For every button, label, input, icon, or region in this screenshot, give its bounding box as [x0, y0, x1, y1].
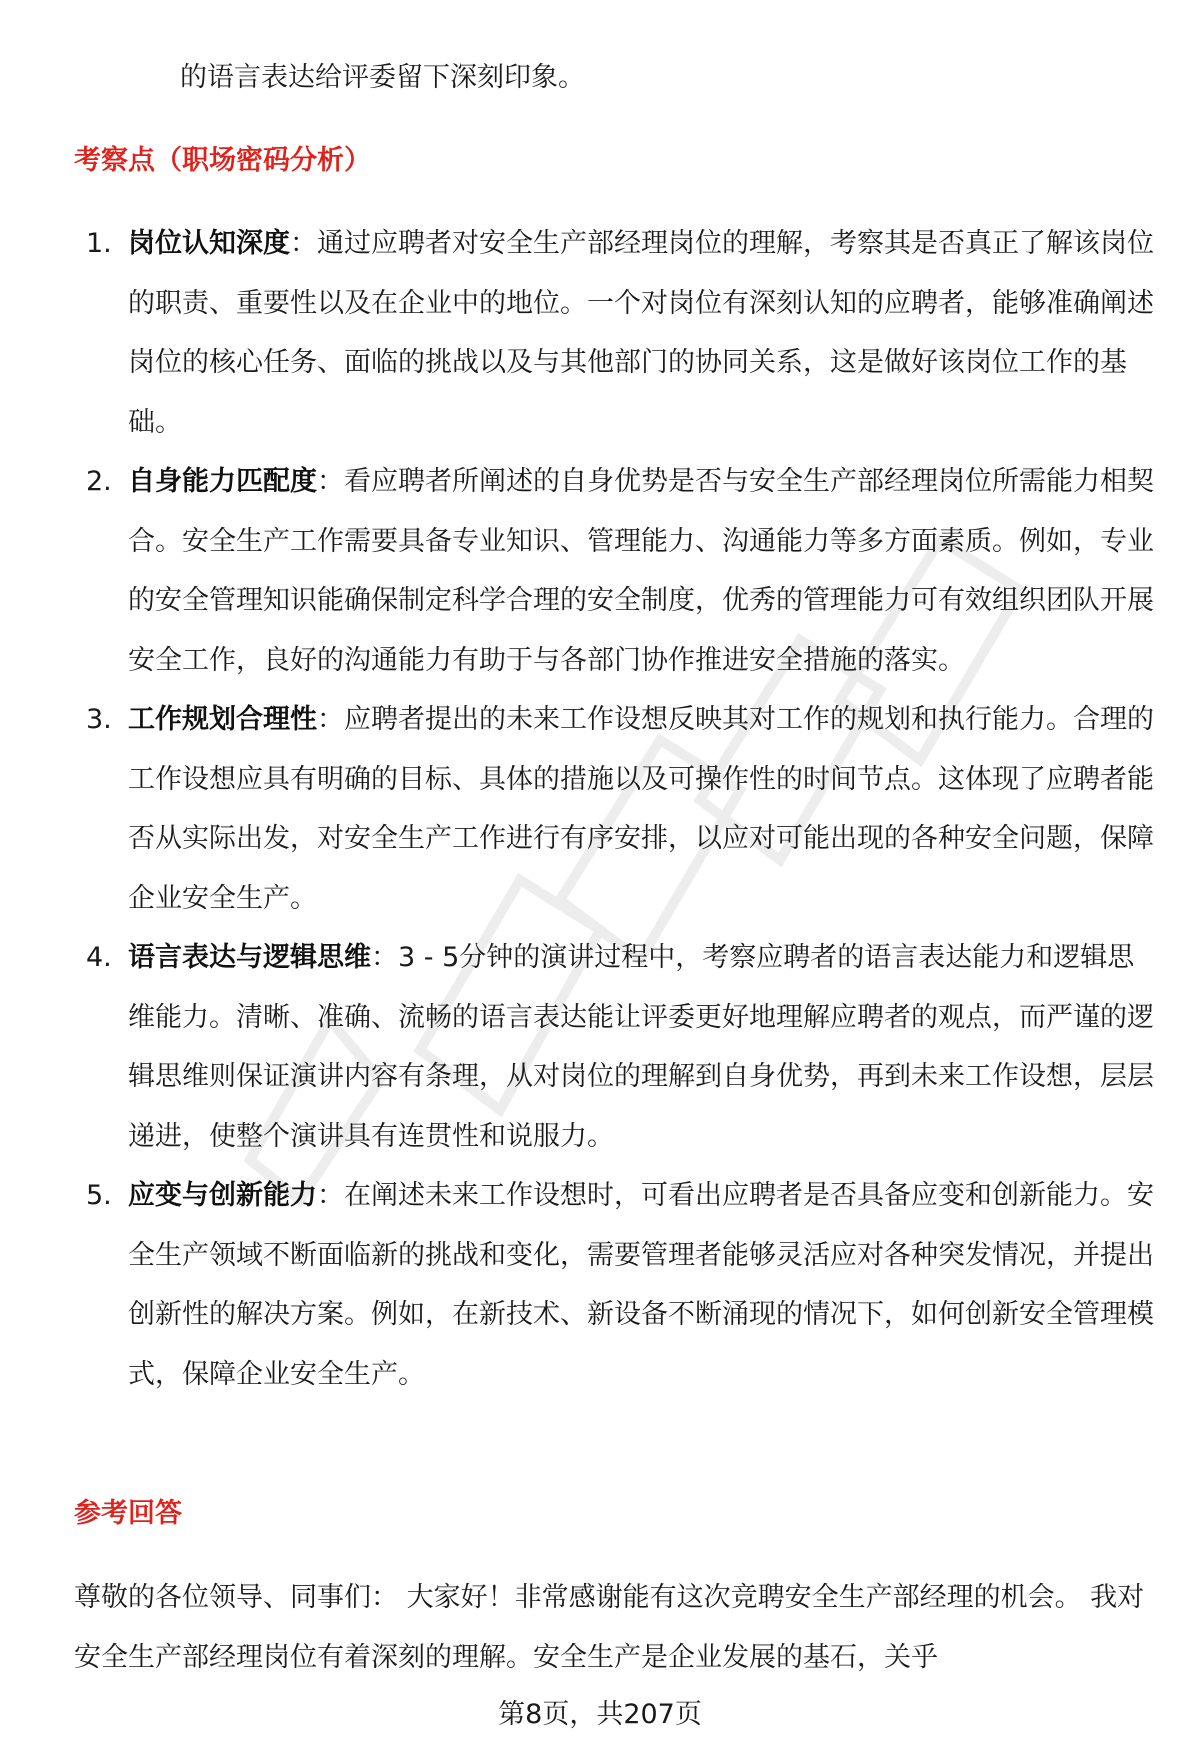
- list-item: [74, 214, 1154, 452]
- list-item-separator: ：: [317, 1180, 344, 1211]
- page-number-footer: 第8页，共207页: [498, 1699, 702, 1730]
- list-item-number: 3.: [86, 704, 112, 735]
- list-item-text: 通过应聘者对安全生产部经理岗位的理解，考察其是否真正了解该岗位的职责、重要性以及在企业中的地位。一个对岗位有深刻认知的应聘者，能够准确阐述岗位的核心任务、面临的挑战以及与其他部门的协同关系，这是做好该岗位工作的基础。: [128, 228, 1154, 438]
- list-item-number: 5.: [86, 1180, 112, 1211]
- list-item-title: 岗位认知深度: [128, 228, 290, 259]
- list-item: [74, 452, 1154, 690]
- continuation-text: 的语言表达给评委留下深刻印象。: [180, 62, 585, 93]
- list-item-separator: ：: [290, 228, 317, 259]
- reference-answer-text: 尊敬的各位领导、同事们： 大家好！非常感谢能有这次竞聘安全生产部经理的机会。 我对安全生产部经理岗位有着深刻的理解。安全生产是企业发展的基石，关乎: [74, 1582, 1145, 1673]
- list-item: [74, 928, 1154, 1166]
- list-item-title: 应变与创新能力: [128, 1180, 317, 1211]
- list-item-separator: ：: [317, 704, 344, 735]
- list-item-title: 自身能力匹配度: [128, 466, 317, 497]
- list-item: [74, 1166, 1154, 1404]
- section-title-reference-answer: 参考回答: [74, 1498, 182, 1529]
- list-item-text: 应聘者提出的未来工作设想反映其对工作的规划和执行能力。合理的工作设想应具有明确的目标、具体的措施以及可操作性的时间节点。这体现了应聘者能否从实际出发，对安全生产工作进行有序安排，以应对可能出现的各种安全问题，保障企业安全生产。: [128, 704, 1154, 914]
- list-item-text: 看应聘者所阐述的自身优势是否与安全生产部经理岗位所需能力相契合。安全生产工作需要具备专业知识、管理能力、沟通能力等多方面素质。例如，专业的安全管理知识能确保制定科学合理的安全制度，优秀的管理能力可有效组织团队开展安全工作，良好的沟通能力有助于与各部门协作推进安全措施的落实。: [128, 466, 1154, 676]
- list-item-text: 在阐述未来工作设想时，可看出应聘者是否具备应变和创新能力。安全生产领域不断面临新的挑战和变化，需要管理者能够灵活应对各种突发情况，并提出创新性的解决方案。例如，在新技术、新设备不断涌现的情况下，如何创新安全管理模式，保障企业安全生产。: [128, 1180, 1154, 1390]
- list-item-number: 1.: [86, 228, 112, 259]
- list-item-text: 3 - 5分钟的演讲过程中，考察应聘者的语言表达能力和逻辑思维能力。清晰、准确、流畅的语言表达能让评委更好地理解应聘者的观点，而严谨的逻辑思维则保证演讲内容有条理，从对岗位的理解到自身优势，再到未来工作设想，层层递进，使整个演讲具有连贯性和说服力。: [128, 942, 1154, 1152]
- analysis-points-list: [74, 214, 1154, 1404]
- list-item-number: 2.: [86, 466, 112, 497]
- list-item-title: 语言表达与逻辑思维: [128, 942, 371, 973]
- section-title-analysis: 考察点（职场密码分析）: [74, 145, 371, 176]
- list-item-title: 工作规划合理性: [128, 704, 317, 735]
- list-item-number: 4.: [86, 942, 112, 973]
- list-item-separator: ：: [317, 466, 344, 497]
- list-item: [74, 690, 1154, 928]
- list-item-separator: ：: [371, 942, 398, 973]
